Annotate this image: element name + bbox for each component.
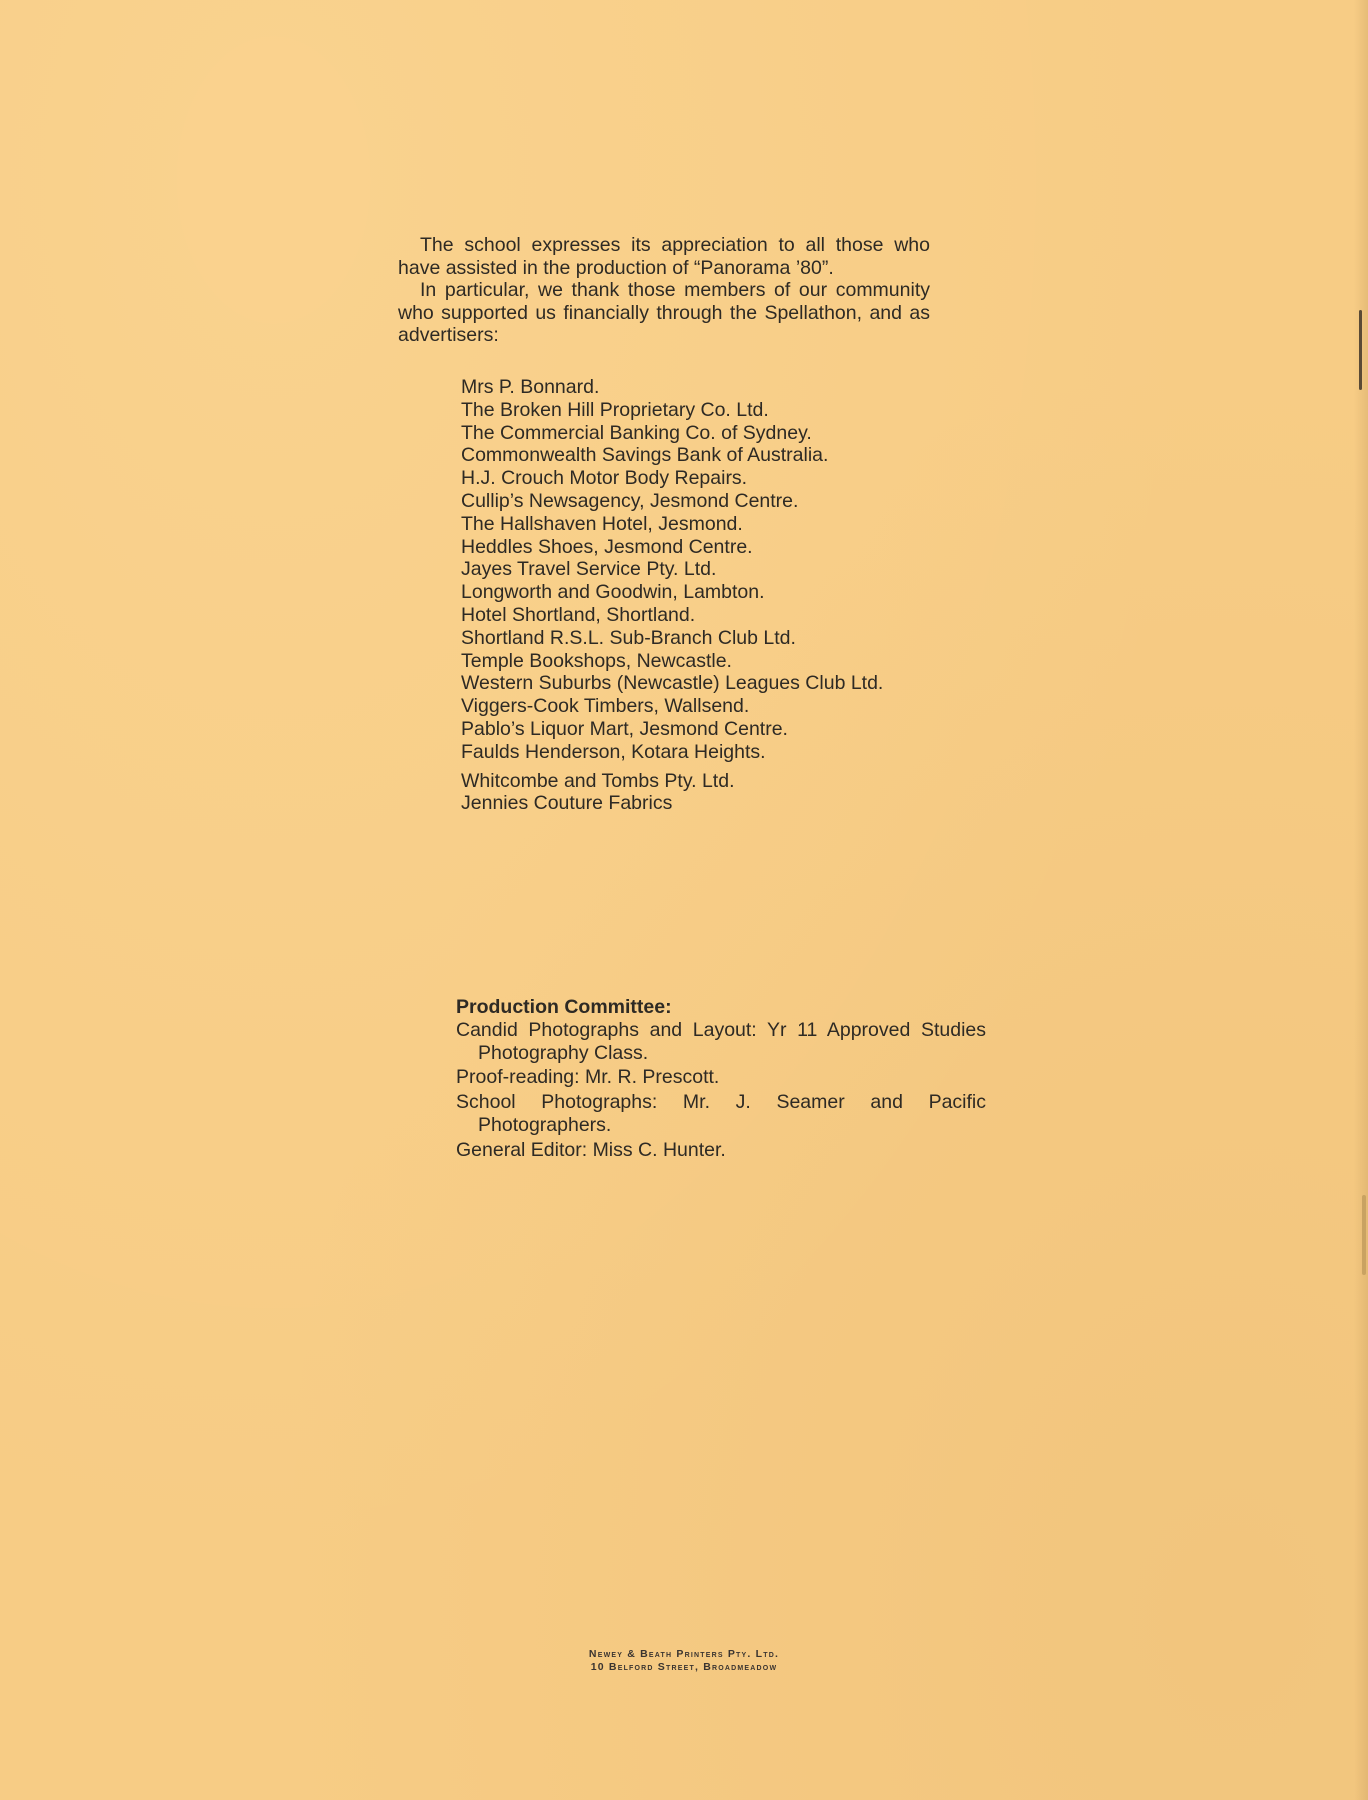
committee-item: Candid Photographs and Layout: Yr 11 Approved Studies Photography Class. bbox=[456, 1018, 986, 1064]
sponsor-item: Heddles Shoes, Jesmond Centre. bbox=[461, 535, 753, 558]
committee-item: School Photographs: Mr. J. Seamer and Pacific Photographers. bbox=[456, 1091, 986, 1136]
intro-paragraph-1: The school expresses its appreciation to all those who have assisted in the production of “Panorama ’80”. bbox=[398, 234, 930, 279]
acknowledgement-intro bbox=[398, 234, 930, 347]
sponsor-item: The Commercial Banking Co. of Sydney. bbox=[461, 421, 812, 444]
committee-item: Proof-reading: Mr. R. Prescott. bbox=[456, 1066, 720, 1089]
sponsor-list bbox=[461, 376, 981, 815]
sponsor-item: Shortland R.S.L. Sub-Branch Club Ltd. bbox=[461, 626, 796, 649]
paper-edge-shadow bbox=[1354, 0, 1368, 1800]
edge-mark bbox=[1362, 1195, 1366, 1275]
sponsor-item: Temple Bookshops, Newcastle. bbox=[461, 649, 732, 672]
printer-imprint bbox=[400, 1648, 968, 1674]
sponsor-item: Whitcombe and Tombs Pty. Ltd. bbox=[461, 769, 735, 792]
committee-list bbox=[456, 1019, 986, 1162]
printer-address: 10 Belford Street, Broadmeadow bbox=[590, 1661, 778, 1673]
sponsor-item: Cullip’s Newsagency, Jesmond Centre. bbox=[461, 489, 799, 512]
sponsor-item: The Hallshaven Hotel, Jesmond. bbox=[461, 512, 743, 535]
sponsor-item: Western Suburbs (Newcastle) Leagues Club Ltd. bbox=[461, 672, 884, 695]
sponsor-item: Mrs P. Bonnard. bbox=[461, 376, 600, 398]
sponsor-item: Longworth and Goodwin, Lambton. bbox=[461, 581, 765, 604]
sponsor-item: Jennies Couture Fabrics bbox=[461, 792, 673, 815]
sponsor-item: H.J. Crouch Motor Body Repairs. bbox=[461, 467, 748, 490]
intro-paragraph-2: In particular, we thank those members of our community who supported us financially through the Spellathon, and as advertisers: bbox=[398, 279, 930, 346]
staple-mark bbox=[1359, 310, 1362, 390]
committee-heading: Production Committee: bbox=[456, 996, 672, 1018]
committee-item: General Editor: Miss C. Hunter. bbox=[456, 1138, 726, 1161]
sponsor-item: Faulds Henderson, Kotara Heights. bbox=[461, 740, 766, 763]
sponsor-item: Jayes Travel Service Pty. Ltd. bbox=[461, 558, 717, 581]
sponsor-item: Pablo’s Liquor Mart, Jesmond Centre. bbox=[461, 717, 788, 740]
sponsor-item: Commonwealth Savings Bank of Australia. bbox=[461, 444, 829, 467]
sponsor-item: Hotel Shortland, Shortland. bbox=[461, 603, 696, 626]
production-committee bbox=[456, 996, 986, 1164]
sponsor-item: The Broken Hill Proprietary Co. Ltd. bbox=[461, 398, 769, 421]
printer-name: Newey & Beath Printers Pty. Ltd. bbox=[588, 1648, 780, 1660]
sponsor-item: Viggers-Cook Timbers, Wallsend. bbox=[461, 695, 750, 718]
